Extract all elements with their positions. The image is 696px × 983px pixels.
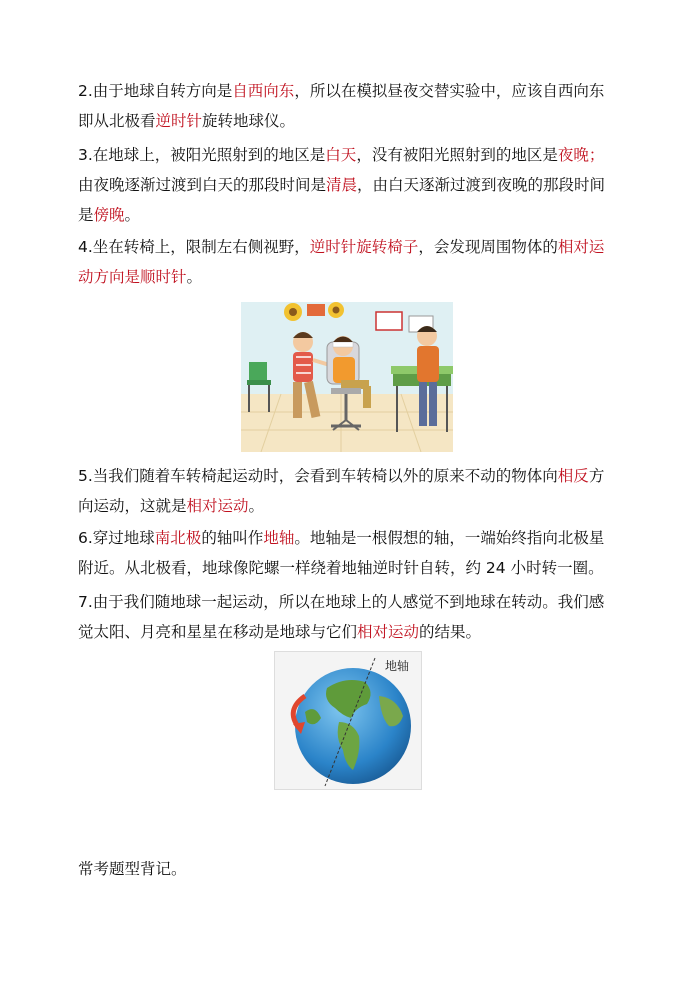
highlight-text: 自西向东 <box>232 82 295 100</box>
item-6 <box>78 523 626 583</box>
item-4-line-1 <box>78 232 626 262</box>
highlight-text: 逆时针旋转椅子 <box>309 238 419 256</box>
earth-axis-label: 地轴 <box>385 659 410 673</box>
highlight-text: 相对运动 <box>357 623 420 641</box>
item-2-line-1 <box>78 76 626 106</box>
item-7-line-1 <box>78 587 626 617</box>
body-text: ，没有被阳光照射到的地区是 <box>356 146 558 164</box>
item-2-line-2 <box>78 106 626 136</box>
body-text: 。 <box>186 268 203 286</box>
highlight-text: 逆时针 <box>155 112 203 130</box>
item-3-line-3 <box>78 200 626 230</box>
body-text: 附近。从北极看，地球像陀螺一样绕着地轴逆时针自转，约 24 小时转一圈。 <box>78 559 604 577</box>
body-text: 的轴叫作 <box>201 529 264 547</box>
body-text: ，会发现周围物体的 <box>418 238 558 256</box>
swivel-chair-illustration <box>241 302 453 452</box>
item-3-line-1 <box>78 140 626 170</box>
item-4-line-2 <box>78 262 626 292</box>
body-text: 。地轴是一根假想的轴，一端始终指向北极星 <box>294 529 605 547</box>
highlight-text: 白天 <box>325 146 357 164</box>
highlight-text: 傍晚 <box>93 206 125 224</box>
body-text: ，所以在模拟昼夜交替实验中，应该自西向东 <box>294 82 605 100</box>
body-text: 由夜晚逐渐过渡到白天的那段时间是 <box>78 176 327 194</box>
item-6-line-1 <box>78 523 626 553</box>
earth-globe-image <box>275 652 421 789</box>
highlight-text: 地轴 <box>263 529 295 547</box>
footer-note: 常考题型背记。 <box>78 860 187 878</box>
body-text: ，由白天逐渐过渡到夜晚的那段时间 <box>357 176 606 194</box>
body-text: 旋转地球仪。 <box>202 112 296 130</box>
body-text: 是 <box>78 206 94 224</box>
item-3-line-2 <box>78 170 626 200</box>
item-3 <box>78 140 626 230</box>
item-6-line-2 <box>78 553 626 583</box>
item-7 <box>78 587 626 647</box>
body-text: 4.坐在转椅上，限制左右侧视野， <box>78 238 310 256</box>
highlight-text: 相反 <box>557 467 589 485</box>
body-text: 的结果。 <box>419 623 482 641</box>
body-text: 6.穿过地球 <box>78 529 155 547</box>
item-4 <box>78 232 626 292</box>
highlight-text: 南北极 <box>154 529 202 547</box>
body-text: 。 <box>124 206 141 224</box>
item-5-line-1 <box>78 461 626 491</box>
item-5-line-2 <box>78 491 626 521</box>
body-text: 3.在地球上，被阳光照射到的地区是 <box>78 146 326 164</box>
body-text: 即从北极看 <box>78 112 156 130</box>
item-5 <box>78 461 626 521</box>
highlight-text: 相对运 <box>557 238 605 256</box>
body-text: 向运动，这就是 <box>78 497 187 515</box>
item-7-line-2 <box>78 617 626 647</box>
globe-illustration <box>274 651 422 790</box>
body-text: 5.当我们随着车转椅起运动时，会看到车转椅以外的原来不动的物体向 <box>78 467 558 485</box>
highlight-text: 夜晚； <box>557 146 605 164</box>
body-text: 方 <box>588 467 605 485</box>
highlight-text: 清晨 <box>326 176 358 194</box>
body-text: 7.由于我们随地球一起运动，所以在地球上的人感觉不到地球在转动。我们感 <box>78 593 605 611</box>
item-2 <box>78 76 626 136</box>
highlight-text: 相对运动 <box>186 497 249 515</box>
body-text: 觉太阳、月亮和星星在移动是地球与它们 <box>78 623 358 641</box>
classroom-scene-image <box>241 302 453 452</box>
body-text: 。 <box>248 497 265 515</box>
body-text: 2.由于地球自转方向是 <box>78 82 233 100</box>
highlight-text: 动方向是顺时针 <box>78 268 187 286</box>
